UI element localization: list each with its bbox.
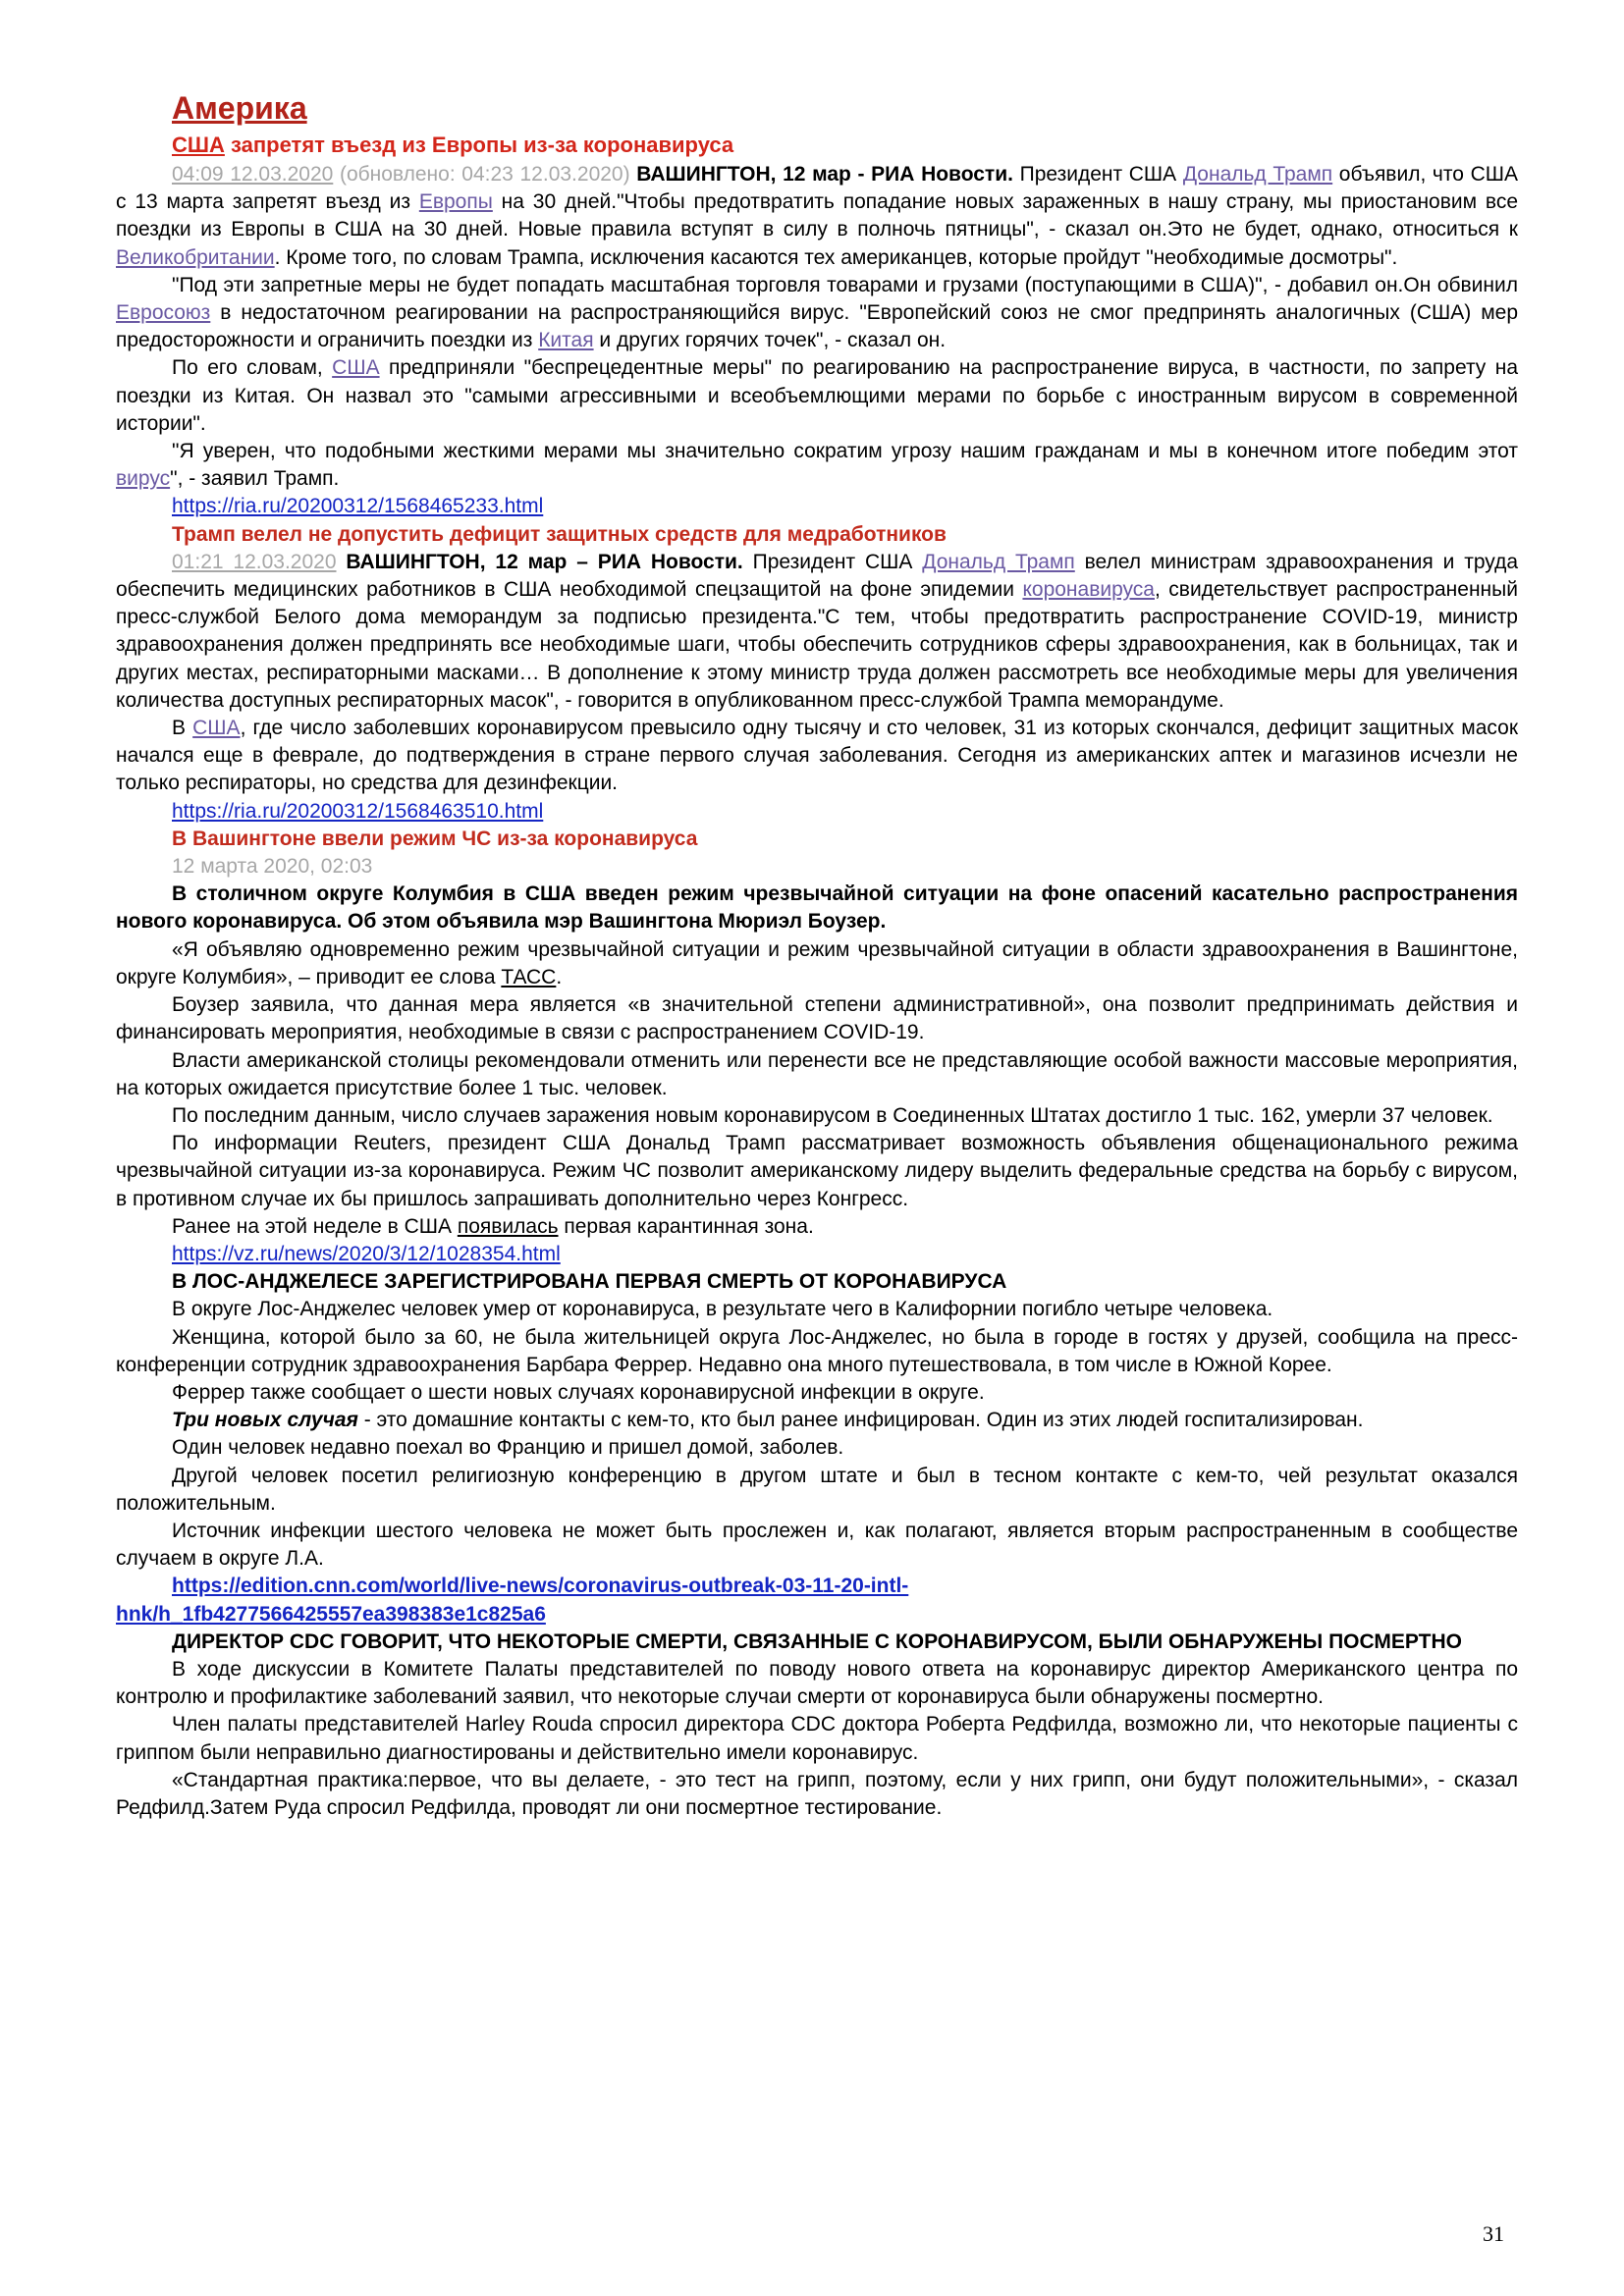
article3-date: 12 марта 2020, 02:03 <box>172 855 373 879</box>
paragraph-text: ", - заявил Трамп. <box>170 467 340 491</box>
paragraph-text: объявил, что США с 13 марта запретят въезд из <box>116 163 1519 214</box>
article1-paragraph-2 <box>116 272 1518 355</box>
paragraph-text: В <box>172 717 193 740</box>
section-title: Америка <box>172 90 307 126</box>
article1-paragraph-3 <box>116 354 1518 438</box>
article1-headline <box>172 131 1518 159</box>
timestamp: 04:09 12.03.2020 <box>172 163 334 186</box>
article4-paragraph-4 <box>116 1407 1518 1434</box>
link-quarantine-zone[interactable]: появилась <box>457 1214 559 1238</box>
link-china[interactable]: Китая <box>538 329 594 352</box>
ria-url-link[interactable]: https://ria.ru/20200312/1568463510.html <box>172 799 544 823</box>
article5-paragraph-2: Член палаты представителей Harley Rouda спросил директора CDC доктора Роберта Редфилда, возможно ли, что некоторые пациенты с гриппом были неправильно диагностированы и действительно имели коронавирус. <box>116 1713 1518 1764</box>
article4-headline: В ЛОС-АНДЖЕЛЕСЕ ЗАРЕГИСТРИРОВАНА ПЕРВАЯ СМЕРТЬ ОТ КОРОНАВИРУСА <box>172 1270 1007 1294</box>
article3-paragraph-7 <box>116 1213 1518 1241</box>
link-eu[interactable]: Евросоюз <box>116 301 211 325</box>
article3-headline: В Вашингтоне ввели режим ЧС из-за коронавируса <box>172 827 698 850</box>
article5-paragraph-1: В ходе дискуссии в Комитете Палаты представителей по поводу нового ответа на коронавирус директор Американского центра по контролю и профилактике заболеваний заявил, что некоторые случаи смерти от коронавируса были обнаружены посмертно. <box>116 1657 1518 1709</box>
article2-headline: Трамп велел не допустить дефицит защитных средств для медработников <box>172 522 947 546</box>
paragraph-text: на 30 дней."Чтобы предотвратить попадание новых зараженных в нашу страну, мы приостановим все поездки из Европы в США на 30 дней. Новые правила вступят в силу в полночь пятницы", - сказал он.Это не будет, однако, относиться к <box>116 190 1519 241</box>
article4-paragraph-2: Женщина, которой было за 60, не была жительницей округа Лос-Анджелес, но была в городе в гостях у друзей, сообщила на пресс-конференции сотрудник здравоохранения Барбара Феррер. Недавно она много путешествовала, в том числе в Южной Корее. <box>116 1325 1518 1376</box>
paragraph-text: первая карантинная зона. <box>558 1214 814 1238</box>
article3-paragraph-3: Боузер заявила, что данная мера является «в значительной степени административной», она позволит предпринимать действия и финансировать мероприятия, необходимые в связи с распространением COVID-19. <box>116 993 1518 1044</box>
article1-paragraph-4 <box>116 438 1518 493</box>
article5-headline: ДИРЕКТОР CDC ГОВОРИТ, ЧТО НЕКОТОРЫЕ СМЕРТИ, СВЯЗАННЫЕ С КОРОНАВИРУСОМ, БЫЛИ ОБНАРУЖЕНЫ ПОСМЕРТНО <box>172 1629 1462 1653</box>
dateline-ria: ВАШИНГТОН, 12 мар – РИА Новости. <box>336 550 753 573</box>
article1-headline-text: запретят въезд из Европы из-за коронавируса <box>224 133 734 157</box>
dateline-ria: ВАШИНГТОН, 12 мар - РИА Новости. <box>636 163 1020 186</box>
article3-paragraph-2 <box>116 936 1518 991</box>
paragraph-text: "Я уверен, что подобными жесткими мерами мы значительно сократим угрозу нашим гражданам и мы в конечном итоге победим этот <box>172 440 1518 463</box>
article3-paragraph-6: По информации Reuters, президент США Дональд Трамп рассматривает возможность объявления общенационального режима чрезвычайной ситуации из-за коронавируса. Режим ЧС позволит американскому лидеру выделить федеральные средства на борьбу с вирусом, в противном случае их бы пришлось запрашивать дополнительно через Конгресс. <box>116 1132 1518 1210</box>
article4-paragraph-5: Один человек недавно поехал во Францию и пришел домой, заболев. <box>172 1436 844 1460</box>
paragraph-text: Ранее на этой неделе в США <box>172 1214 458 1238</box>
paragraph-text: , свидетельствует распространенный пресс-службой Белого дома меморандум за подписью президента."С тем, чтобы предотвратить распространение COVID-19, министр здравоохранения должен предпринять все необходимые шаги, чтобы обеспечить сотрудников сферы здравоохранения, как в больницах, так и других местах, респираторными масками… В дополнение к этому министр труда должен рассмотреть все необходимые меры для увеличения количества доступных респираторных масок", - говорится в опубликованном пресс-службой Трампа меморандуме. <box>116 578 1518 712</box>
headline-link-usa[interactable]: США <box>172 133 225 157</box>
paragraph-text: предприняли "беспрецедентные меры" по реагированию на распространение вируса, в частности, по запрету на поездки из Китая. Он назвал это "самыми агрессивными и всеобъемлющими мерами по борьбе с иностранным вирусом в современной истории". <box>116 356 1518 435</box>
link-tass[interactable]: ТАСС <box>501 965 557 988</box>
paragraph-text: Президент США <box>752 550 923 573</box>
paragraph-text: велел министрам здравоохранения и труда обеспечить медицинских работников в США необходимой спецзащитой на фоне эпидемии <box>116 550 1518 602</box>
cnn-url-line1: https://edition.cnn.com/world/live-news/coronavirus-outbreak-03-11-20-intl- <box>172 1575 909 1598</box>
paragraph-text: По его словам, <box>172 356 333 380</box>
article4-source-url <box>116 1573 1518 1628</box>
emphasis-three-new-cases: Три новых случая <box>172 1409 358 1432</box>
article4-paragraph-7: Источник инфекции шестого человека не может быть прослежен и, как полагают, является вторым распространенным в сообществе случаем в округе Л.А. <box>116 1519 1518 1571</box>
paragraph-text: . <box>556 965 563 988</box>
article1-source-url <box>172 493 1518 520</box>
article2-paragraph-1 <box>116 549 1518 715</box>
link-coronavirus[interactable]: коронавируса <box>1022 578 1155 602</box>
paragraph-text: Президент США <box>1019 163 1183 186</box>
article3-lead: В столичном округе Колумбия в США введен режим чрезвычайной ситуации на фоне опасений касательно распространения нового коронавируса. Об этом объявила мэр Вашингтона Мюриэл Боузер. <box>116 882 1518 934</box>
article4-paragraph-1: В округе Лос-Анджелес человек умер от коронавируса, в результате чего в Калифорнии погибло четыре человека. <box>172 1298 1273 1321</box>
link-usa[interactable]: США <box>332 356 380 380</box>
article5-paragraph-3: «Стандартная практика:первое, что вы делаете, - это тест на грипп, поэтому, если у них грипп, они будут положительными», - сказал Редфилд.Затем Руда спросил Редфилда, проводят ли они посмертное тестирование. <box>116 1768 1518 1819</box>
paragraph-text: и других горячих точек", - сказал он. <box>593 329 947 352</box>
article3-paragraph-4: Власти американской столицы рекомендовали отменить или перенести все не представляющие особой важности массовые мероприятия, на которых ожидается присутствие более 1 тыс. человек. <box>116 1048 1518 1099</box>
ria-url-link[interactable]: https://ria.ru/20200312/1568465233.html <box>172 495 544 518</box>
timestamp: 01:21 12.03.2020 <box>172 550 337 573</box>
paragraph-text: . Кроме того, по словам Трампа, исключения касаются тех американцев, которые пройдут "необходимые досмотры". <box>274 245 1398 269</box>
article2-source-url <box>172 798 1518 826</box>
paragraph-text: в недостаточном реагировании на распространяющийся вирус. "Европейский союз не смог предпринять аналогичных (США) мер предосторожности и ограничить поездки из <box>116 301 1518 352</box>
link-donald-trump[interactable]: Дональд Трамп <box>922 550 1075 573</box>
cnn-url-line2: hnk/h_1fb4277566425557ea398383e1c825a6 <box>116 1602 546 1626</box>
link-europe[interactable]: Европы <box>418 190 493 214</box>
vz-url-link[interactable]: https://vz.ru/news/2020/3/12/1028354.html <box>172 1242 561 1265</box>
paragraph-text: «Я объявляю одновременно режим чрезвычайной ситуации и режим чрезвычайной ситуации в области здравоохранения в Вашингтоне, округе Колумбия», – приводит ее слова <box>116 937 1518 988</box>
article2-paragraph-2 <box>116 715 1518 798</box>
article1-paragraph-1 <box>116 161 1518 272</box>
paragraph-text: - это домашние контакты с кем-то, кто был ранее инфицирован. Один из этих людей госпитализирован. <box>357 1409 1364 1432</box>
paragraph-text: "Под эти запретные меры не будет попадать масштабная торговля товарами и грузами (поступающими в США)", - добавил он.Он обвинил <box>172 273 1518 296</box>
page-number: 31 <box>1483 2221 1504 2246</box>
article3-paragraph-5: По последним данным, число случаев заражения новым коронавирусом в Соединенных Штатах достигло 1 тыс. 162, умерли 37 человек. <box>172 1103 1493 1127</box>
link-uk[interactable]: Великобритании <box>116 245 275 269</box>
link-virus[interactable]: вирус <box>116 467 171 491</box>
article4-paragraph-3: Феррер также сообщает о шести новых случаях коронавирусной инфекции в округе. <box>172 1380 985 1404</box>
article3-source-url <box>172 1241 1518 1268</box>
link-donald-trump[interactable]: Дональд Трамп <box>1182 163 1333 186</box>
paragraph-text: , где число заболевших коронавирусом превысило одну тысячу и сто человек, 31 из которых скончался, дефицит защитных масок начался еще в феврале, до подтверждения в стране первого случая заболевания. Сегодня из американских аптек и магазинов исчезли не только респираторы, но средства для дезинфекции. <box>116 717 1518 795</box>
article4-paragraph-6: Другой человек посетил религиозную конференцию в другом штате и был в тесном контакте с кем-то, чей результат оказался положительным. <box>116 1464 1518 1515</box>
updated-timestamp: (обновлено: 04:23 12.03.2020) <box>333 163 637 186</box>
cnn-url-link[interactable] <box>116 1575 908 1625</box>
link-usa[interactable]: США <box>192 717 241 740</box>
